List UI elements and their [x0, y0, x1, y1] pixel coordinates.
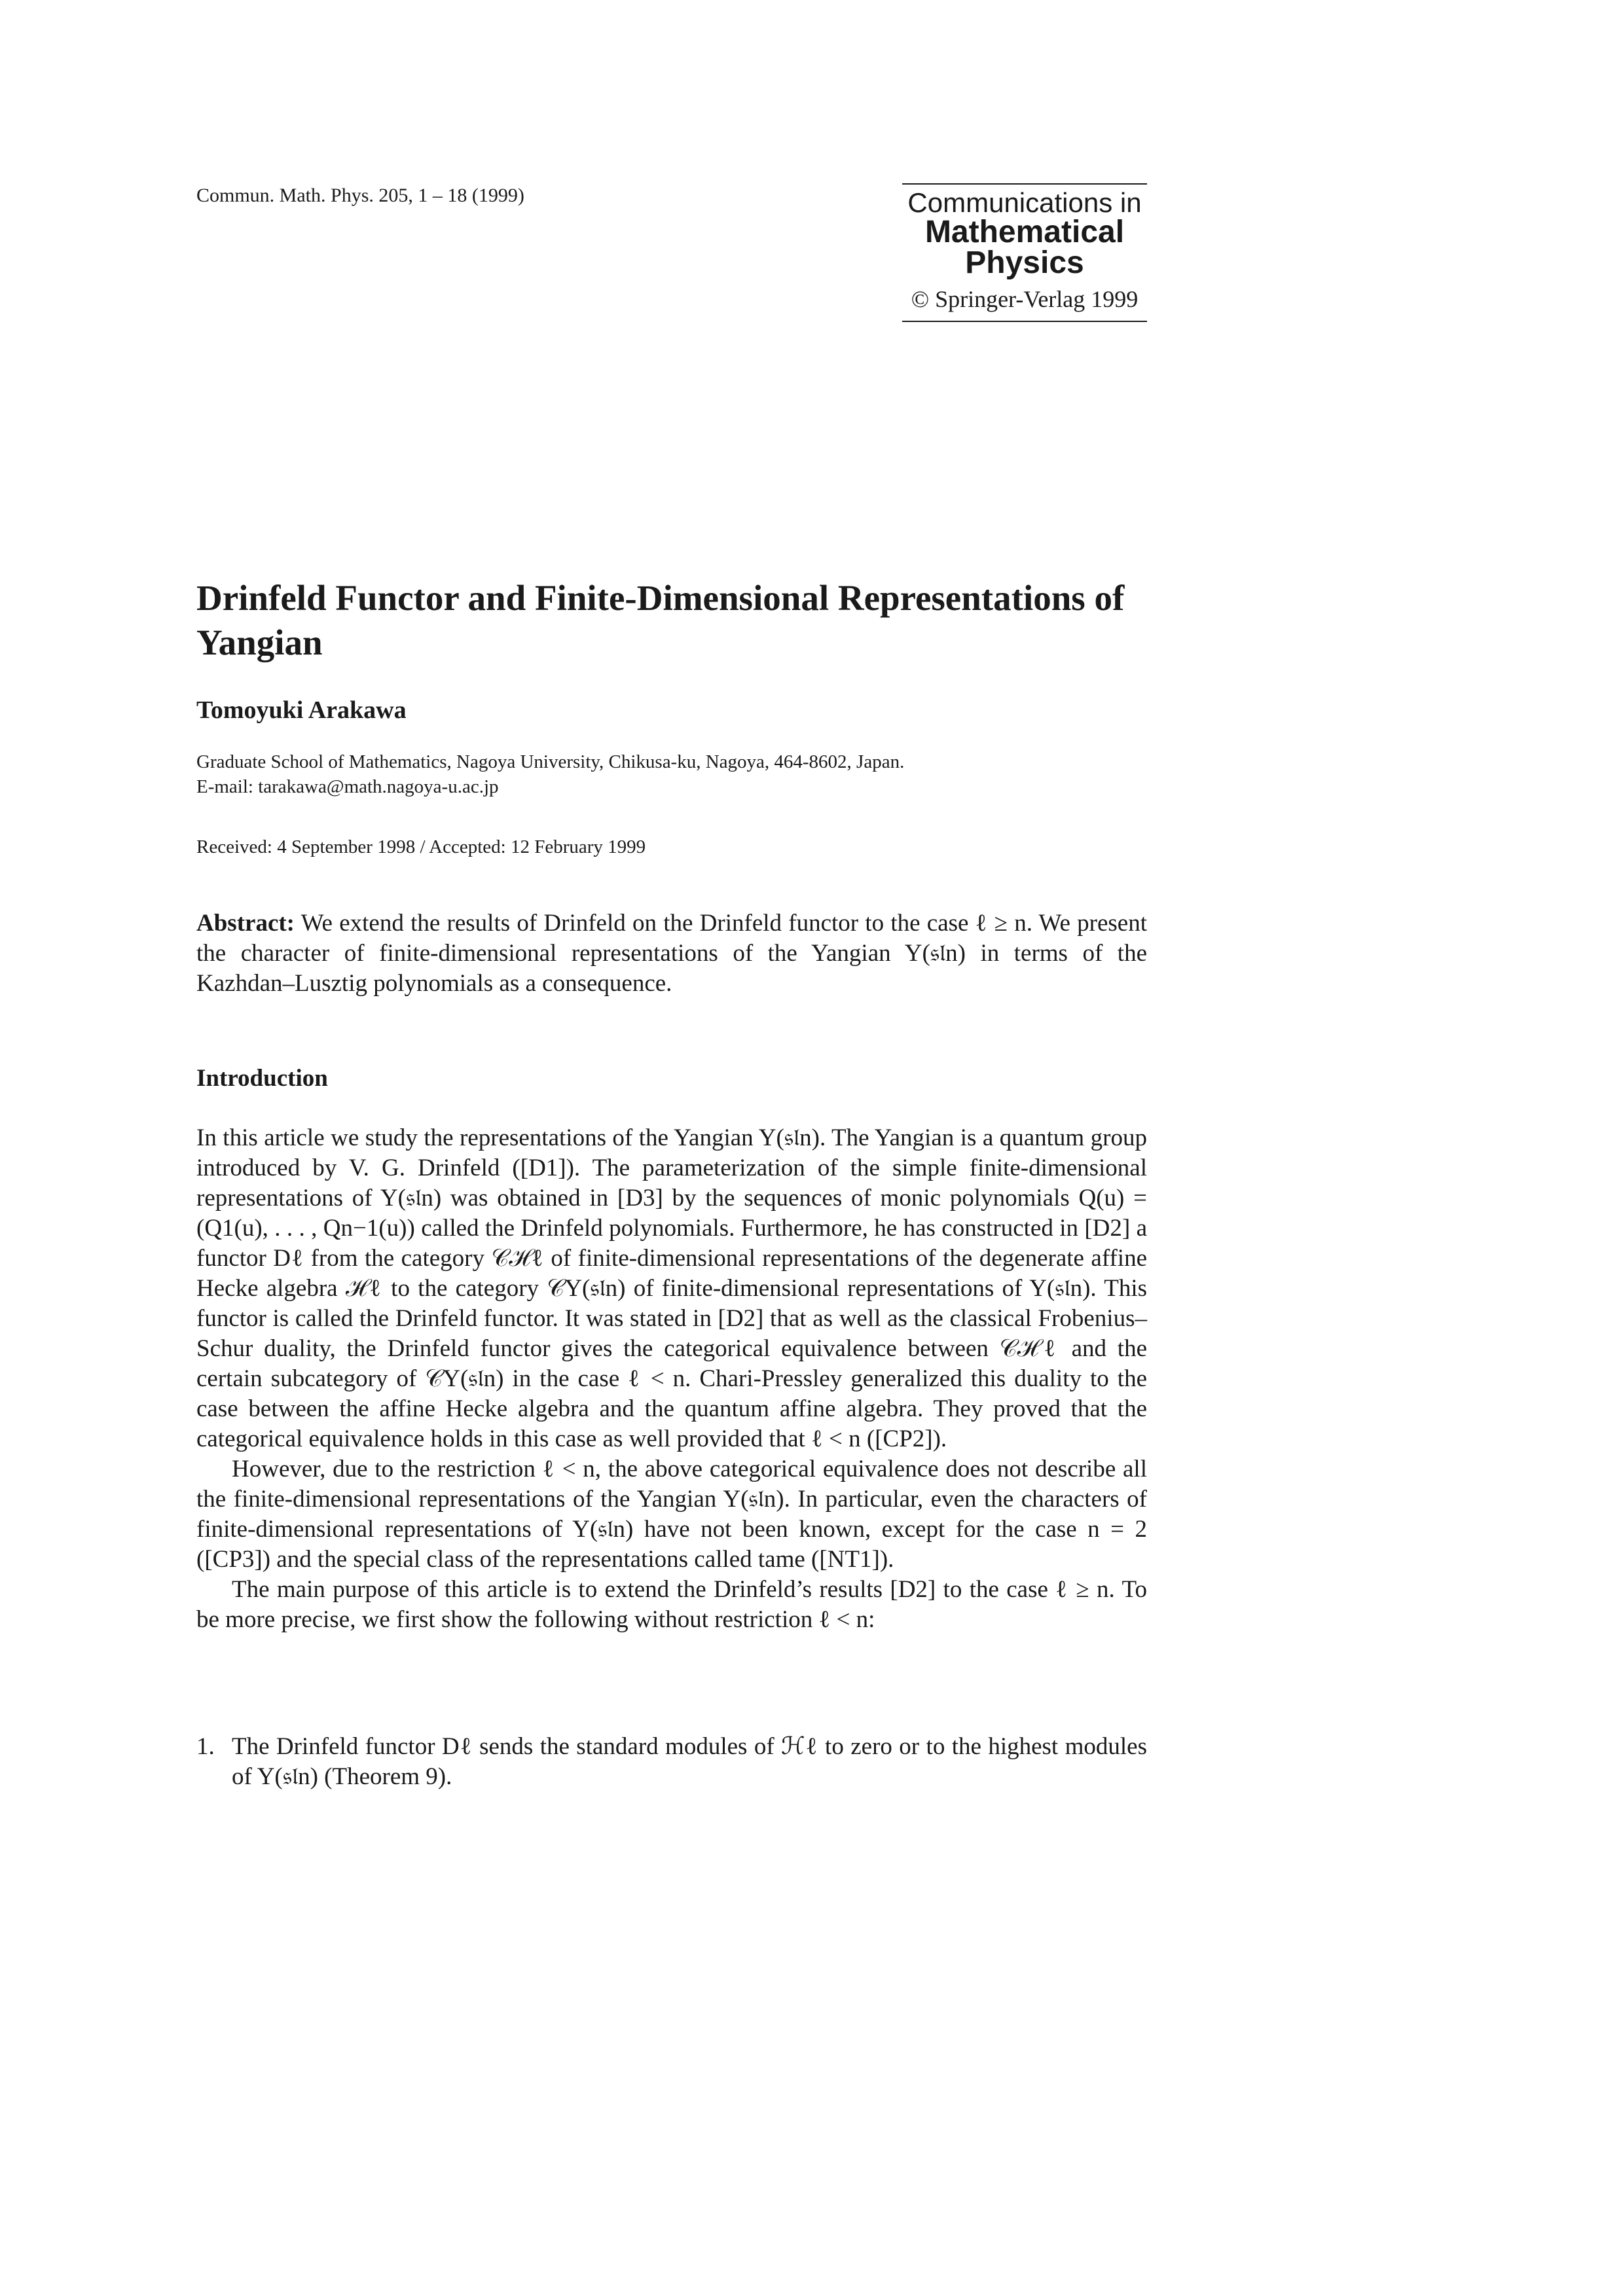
journal-name-line1: Communications in [907, 187, 1142, 218]
intro-paragraph: The main purpose of this article is to extend the Drinfeld’s results [D2] to the case ℓ ≥ n. To be more precise, we first show the following without restriction ℓ < n: [196, 1576, 1147, 1633]
journal-bottom-rule [902, 321, 1147, 322]
journal-top-rule [902, 183, 1147, 185]
running-head: Commun. Math. Phys. 205, 1 – 18 (1999) [196, 185, 524, 206]
abstract-text: We extend the results of Drinfeld on the Drinfeld functor to the case ℓ ≥ n. We present the character of finite-dimensional representations of the Yangian Y(𝔰𝔩n) in terms of the Kazhdan–Lusztig polynomials as a consequence. [196, 910, 1147, 997]
intro-paragraph: However, due to the restriction ℓ < n, the above categorical equivalence does not describe all the finite-dimensional representations of the Yangian Y(𝔰𝔩n). In particular, even the characters of finite-dimensional representations of Y(𝔰𝔩n) have not been known, except for the case n = 2 ([CP3]) and the special class of the representations called tame ([NT1]). [196, 1456, 1147, 1573]
journal-copyright: © Springer-Verlag 1999 [911, 286, 1139, 312]
list-item-number: 1. [196, 1733, 215, 1760]
list-item [196, 1732, 1147, 1792]
journal-name-line3: Physics [965, 245, 1084, 280]
journal-logo [902, 183, 1147, 322]
abstract [196, 908, 1147, 999]
author-name: Tomoyuki Arakawa [196, 696, 407, 724]
abstract-label: Abstract: [196, 910, 295, 937]
section-heading-introduction: Introduction [196, 1065, 328, 1092]
received-dates: Received: 4 September 1998 / Accepted: 12 February 1999 [196, 836, 646, 857]
author-affiliation [196, 749, 904, 799]
affiliation-address: Graduate School of Mathematics, Nagoya University, Chikusa-ku, Nagoya, 464-8602, Japan. [196, 751, 905, 772]
paper-title: Drinfeld Functor and Finite-Dimensional Representations of Yangian [196, 578, 1125, 662]
intro-paragraph: In this article we study the representations of the Yangian Y(𝔰𝔩n). The Yangian is a quantum group introduced by V. G. Drinfeld ([D1]). The parameterization of the simple finite-dimensional representations of Y(𝔰𝔩n) was obtained in [D3] by the sequences of monic polynomials Q(u) = (Q1(u), . . . , Qn−1(u)) called the Drinfeld polynomials. Furthermore, he has constructed in [D2] a functor Dℓ from the category 𝒞ℋℓ of finite-dimensional representations of the degenerate affine Hecke algebra ℋℓ to the category 𝒞Y(𝔰𝔩n) of finite-dimensional representations of Y(𝔰𝔩n). This functor is called the Drinfeld functor. It was stated in [D2] that as well as the classical Frobenius–Schur duality, the Drinfeld functor gives the categorical equivalence between 𝒞ℋℓ and the certain subcategory of 𝒞Y(𝔰𝔩n) in the case ℓ < n. Chari-Pressley generalized this duality to the case between the affine Hecke algebra and the quantum affine algebra. They proved that the categorical equivalence holds in this case as well provided that ℓ < n ([CP2]). [196, 1124, 1147, 1452]
journal-name-line2: Mathematical [924, 215, 1125, 249]
introduction-body [196, 1123, 1147, 1635]
author-email: E-mail: tarakawa@math.nagoya-u.ac.jp [196, 776, 499, 797]
list-item-text: The Drinfeld functor Dℓ sends the standard modules of ℋℓ to zero or to the highest modules of Y(𝔰𝔩n) (Theorem 9). [232, 1733, 1147, 1790]
